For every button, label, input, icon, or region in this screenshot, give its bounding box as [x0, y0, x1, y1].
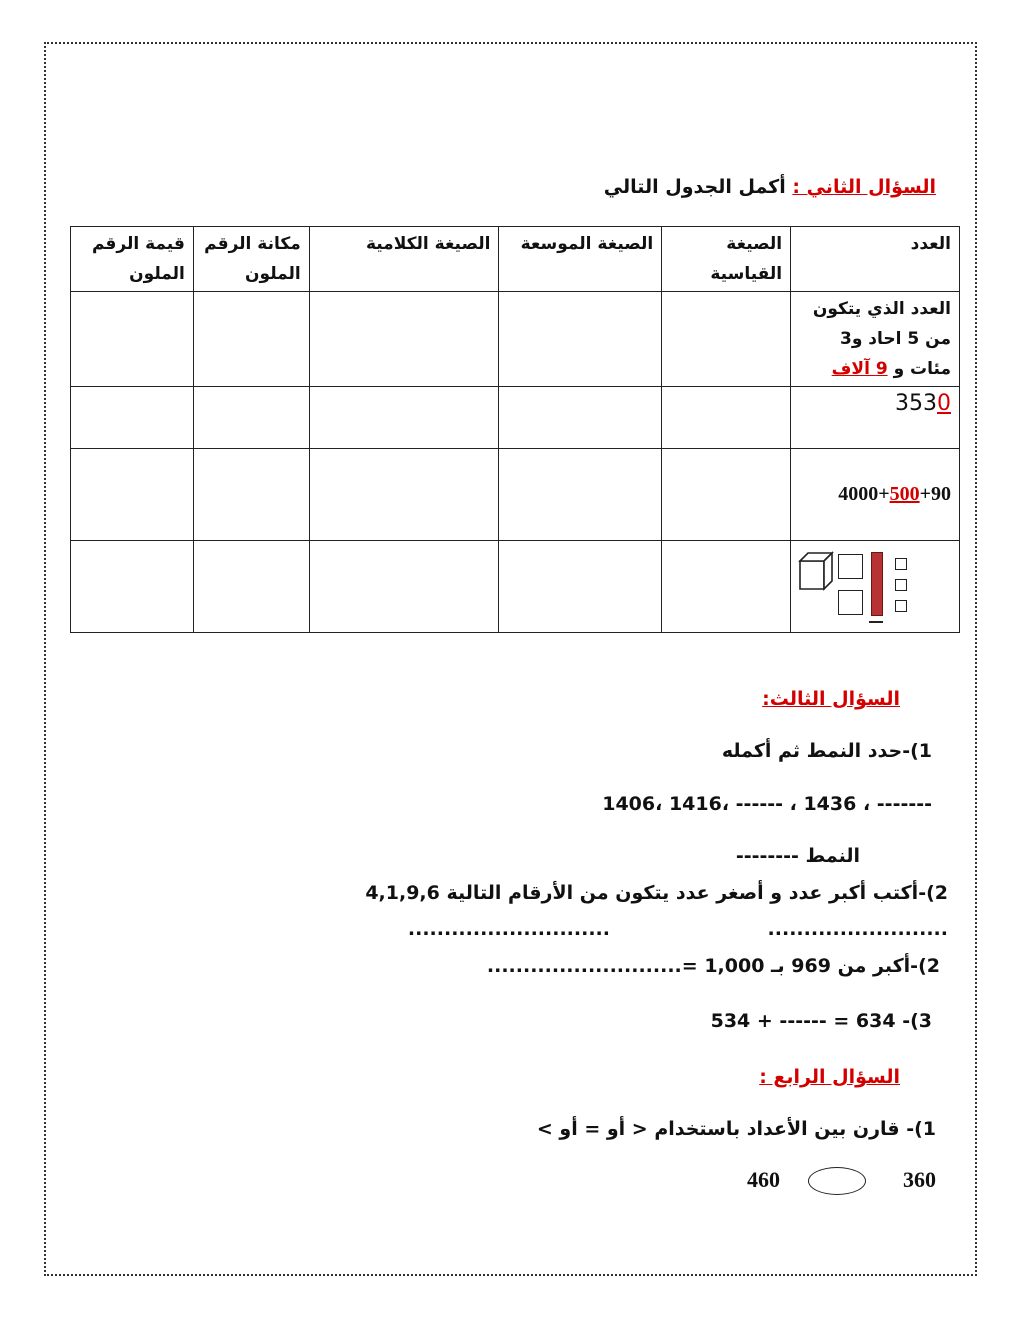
answer-cell[interactable]: [499, 449, 662, 541]
answer-cell[interactable]: [662, 541, 791, 633]
answer-cell[interactable]: [309, 541, 499, 633]
header-expanded-form: الصيغة الموسعة: [499, 227, 662, 292]
q3-sequence: ------- ، 1436 ، ------ ،1416 ،1406: [602, 793, 932, 815]
q3-answer-smallest[interactable]: ............................: [407, 918, 610, 940]
hundred-flat-icon: [838, 554, 863, 579]
q3-pattern: النمط --------: [735, 845, 860, 867]
answer-cell[interactable]: [193, 449, 309, 541]
answer-cell[interactable]: [662, 292, 791, 387]
table-row: [71, 449, 960, 541]
answer-cell[interactable]: [499, 541, 662, 633]
answer-cell[interactable]: [71, 292, 194, 387]
one-unit-icon: [895, 579, 907, 591]
header-digit-value: قيمة الرقم الملون: [71, 227, 194, 292]
answer-cell[interactable]: [309, 449, 499, 541]
header-standard-form: الصيغة القياسية: [662, 227, 791, 292]
answer-cell[interactable]: [193, 541, 309, 633]
answer-cell[interactable]: [309, 387, 499, 449]
compare-left-number: 460: [747, 1167, 780, 1192]
answer-cell[interactable]: [71, 541, 194, 633]
underline-mark: [869, 621, 883, 623]
row3-number: 4000+500+90: [791, 449, 960, 541]
one-unit-icon: [895, 558, 907, 570]
colored-digit: 0: [937, 391, 951, 416]
q3-item2: 2)-أكتب أكبر عدد و أصغر عدد يتكون من الأرقام التالية 4,1,9,6: [365, 882, 948, 904]
one-unit-icon: [895, 600, 907, 612]
q4-title: السؤال الرابع :: [759, 1066, 900, 1088]
compare-right-number: 360: [903, 1167, 936, 1192]
compare-symbol-oval[interactable]: [808, 1167, 866, 1195]
table-row: [71, 292, 960, 387]
q3-item3: 2)-أكبر من 969 بـ 1,000 =...........................: [486, 955, 940, 977]
q2-title: السؤال الثاني :: [792, 176, 936, 198]
q3-item4: 3)- 634 = ------ + 534: [710, 1010, 932, 1032]
answer-cell[interactable]: [499, 387, 662, 449]
answer-cell[interactable]: [71, 449, 194, 541]
q2-instruction: أكمل الجدول التالي: [603, 176, 786, 198]
answer-cell[interactable]: [193, 292, 309, 387]
q3-answer-largest[interactable]: .........................: [767, 918, 948, 940]
table-header-row: [71, 227, 960, 292]
ten-rod-icon: [871, 552, 883, 616]
row1-number: العدد الذي يتكون من 5 احاد و3 مئات و 9 آلاف: [791, 292, 960, 387]
header-digit-place: مكانة الرقم الملون: [193, 227, 309, 292]
answer-cell[interactable]: [71, 387, 194, 449]
table-row: [71, 387, 960, 449]
row2-number: 3530: [791, 387, 960, 449]
q3-title: السؤال الثالث:: [762, 688, 900, 710]
hundred-flat-icon: [838, 590, 863, 615]
answer-cell[interactable]: [309, 292, 499, 387]
colored-digit: 500: [889, 483, 920, 505]
q2-heading: [604, 176, 936, 198]
answer-cell[interactable]: [193, 387, 309, 449]
q4-item1: 1)- قارن بين الأعداد باستخدام < أو = أو >: [536, 1118, 936, 1140]
answer-cell[interactable]: [662, 387, 791, 449]
header-word-form: الصيغة الكلامية: [309, 227, 499, 292]
header-number: العدد: [791, 227, 960, 292]
answer-cell[interactable]: [662, 449, 791, 541]
answer-cell[interactable]: [499, 292, 662, 387]
q3-item1: 1)-حدد النمط ثم أكمله: [721, 740, 932, 762]
colored-digit: 9 آلاف: [831, 359, 888, 379]
thousand-cube-icon: [798, 551, 834, 591]
